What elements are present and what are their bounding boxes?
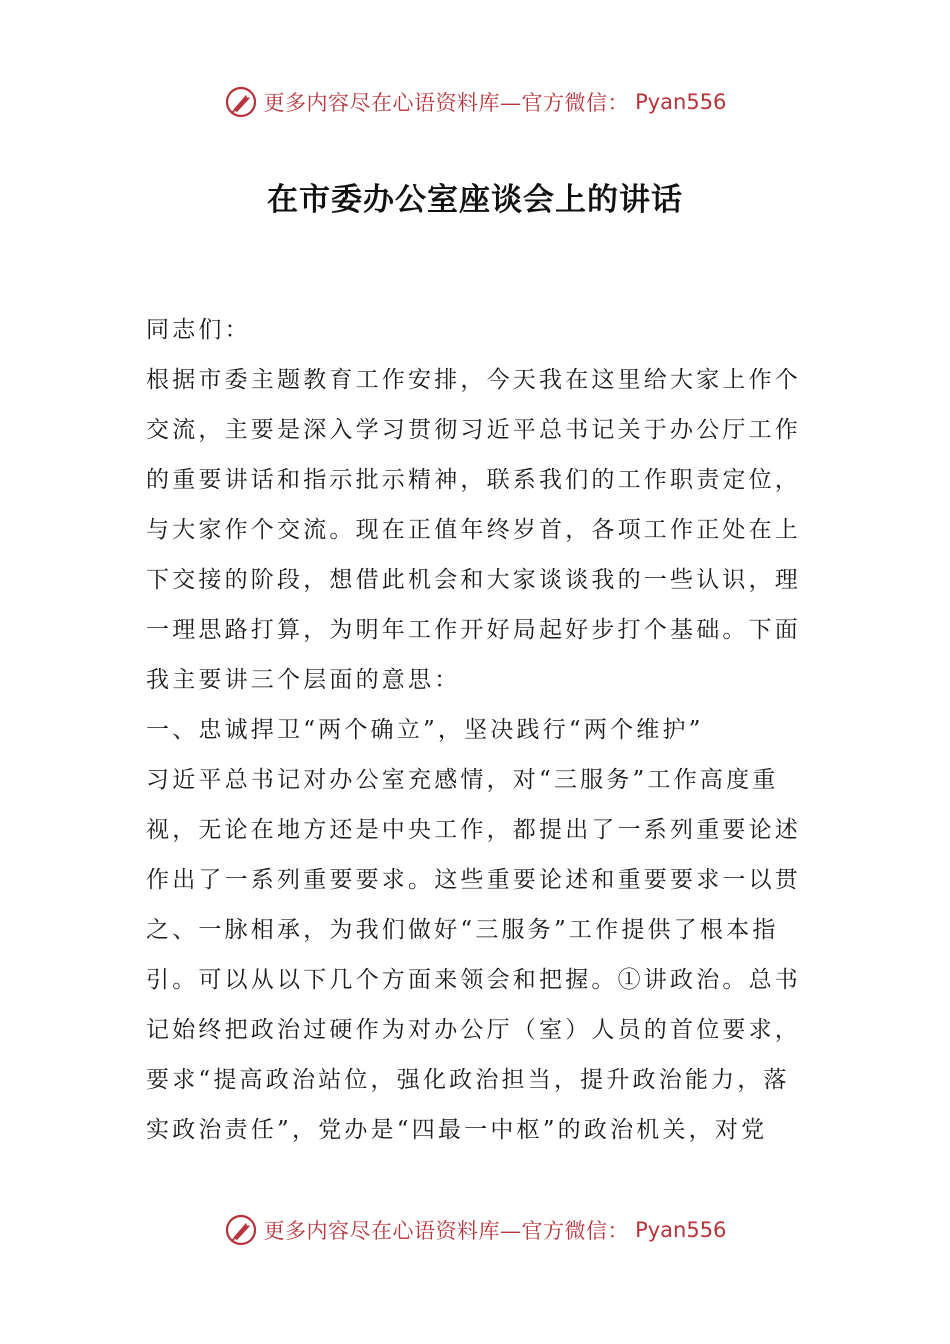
section-heading: 一、忠诚捍卫“两个确立”，坚决践行“两个维护” bbox=[146, 717, 704, 743]
watermark-text: 更多内容尽在心语资料库—官方微信： bbox=[263, 1219, 630, 1243]
body-line: 根据市委主题教育工作安排，今天我在这里给大家上作个 bbox=[146, 367, 801, 393]
body-line: 习近平总书记对办公室充感情，对“三服务”工作高度重 bbox=[146, 767, 779, 793]
document-body bbox=[146, 305, 806, 1155]
body-line: 与大家作个交流。现在正值年终岁首，各项工作正处在上 bbox=[146, 517, 801, 543]
body-line: 引。可以从以下几个方面来领会和把握。①讲政治。总书 bbox=[146, 967, 801, 993]
body-line: 交流，主要是深入学习贯彻习近平总书记关于办公厅工作 bbox=[146, 417, 801, 443]
body-line: 要求“提高政治站位，强化政治担当，提升政治能力，落 bbox=[146, 1067, 790, 1093]
body-line: 下交接的阶段，想借此机会和大家谈谈我的一些认识，理 bbox=[146, 567, 801, 593]
body-line: 视，无论在地方还是中央工作，都提出了一系列重要论述 bbox=[146, 817, 801, 843]
watermark-wechat-id: Pyan556 bbox=[635, 90, 727, 114]
pen-nib-logo-icon bbox=[224, 85, 258, 119]
body-line: 记始终把政治过硬作为对办公厅（室）人员的首位要求， bbox=[146, 1017, 801, 1043]
pen-nib-logo-icon bbox=[224, 1213, 258, 1247]
watermark-text: 更多内容尽在心语资料库—官方微信： bbox=[263, 91, 630, 115]
salutation: 同志们： bbox=[146, 317, 251, 343]
document-title: 在市委办公室座谈会上的讲话 bbox=[267, 182, 683, 218]
watermark-wechat-id: Pyan556 bbox=[635, 1218, 727, 1242]
header-watermark-banner bbox=[0, 82, 950, 122]
body-line: 我主要讲三个层面的意思： bbox=[146, 667, 461, 693]
body-line: 之、一脉相承，为我们做好“三服务”工作提供了根本指 bbox=[146, 917, 779, 943]
body-line: 的重要讲话和指示批示精神，联系我们的工作职责定位， bbox=[146, 467, 801, 493]
body-line: 实政治责任”，党办是“四最一中枢”的政治机关，对党 bbox=[146, 1117, 768, 1143]
body-line: 作出了一系列重要要求。这些重要论述和重要要求一以贯 bbox=[146, 867, 801, 893]
footer-watermark-banner bbox=[0, 1210, 950, 1250]
body-line: 一理思路打算，为明年工作开好局起好步打个基础。下面 bbox=[146, 617, 801, 643]
